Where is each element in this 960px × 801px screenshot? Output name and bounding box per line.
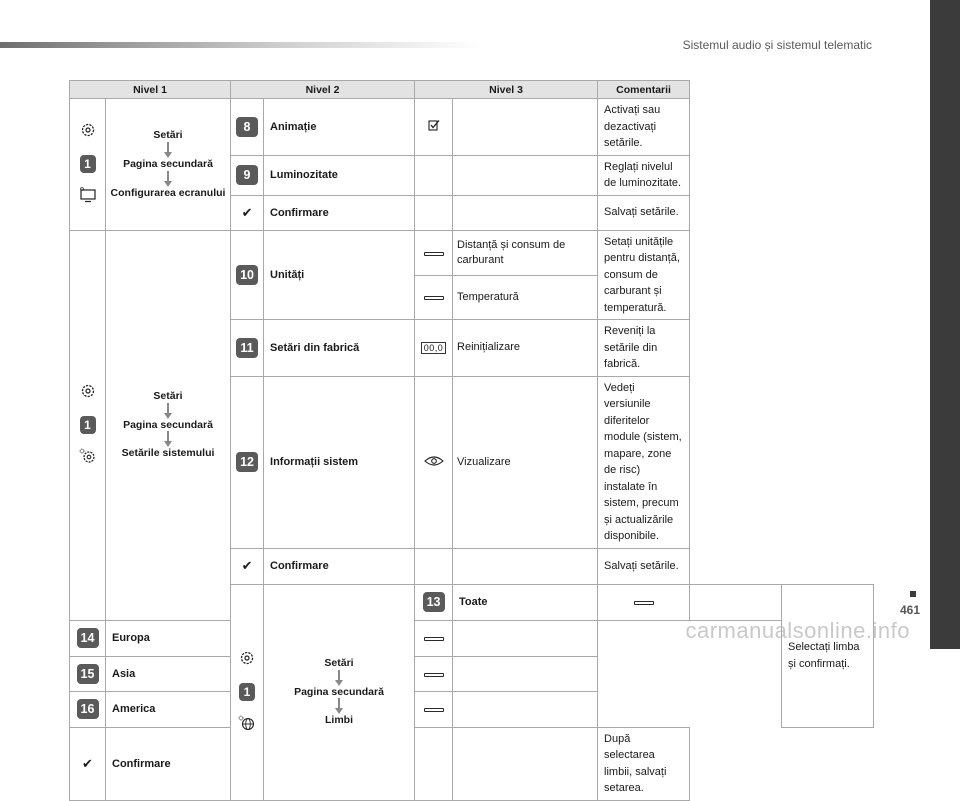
level3-label: Reinițializare: [453, 320, 598, 377]
arrow-down-icon: [334, 698, 344, 714]
comment-cell: Salvați setările.: [598, 195, 690, 230]
step-badge: 16: [77, 699, 99, 719]
page-marker: [910, 591, 916, 597]
level2-label: Unități: [264, 230, 415, 320]
step-badge: 11: [236, 338, 258, 358]
step-badge: 8: [236, 117, 258, 137]
step-number-cell: [231, 320, 264, 377]
step-number-cell: [231, 230, 264, 320]
level3-icon-cell: [415, 376, 453, 548]
selector-icon: [424, 296, 444, 300]
comment-cell: Activați sau dezactivați setările.: [598, 99, 690, 156]
step-badge: 10: [236, 265, 258, 285]
level1-icons: [231, 584, 264, 800]
level3-icon-cell: [415, 195, 453, 230]
step-badge: 15: [77, 664, 99, 684]
level2-label: Animație: [264, 99, 415, 156]
level1-path: [106, 99, 231, 231]
selector-icon: [634, 601, 654, 605]
level2-label: Confirmare: [264, 548, 415, 584]
path-step: Setările sistemului: [121, 447, 215, 460]
step-badge: 1: [80, 155, 96, 173]
level3-label: [453, 656, 598, 691]
level3-icon-cell: [415, 691, 453, 727]
level3-icon-cell: [415, 620, 453, 656]
level3-icon-cell: [415, 230, 453, 275]
selector-icon: [424, 708, 444, 712]
check-cell: [70, 727, 106, 800]
table-row: [70, 656, 874, 691]
step-badge: 12: [236, 452, 258, 472]
header-comentarii: Comentarii: [598, 81, 690, 99]
comment-cell: Vedeți versiunile diferitelor module (sistem, mapare, zone de risc) instalate în sistem, precum și actualizările disponibile.: [598, 376, 690, 548]
step-number-cell: [415, 584, 453, 620]
step-badge: 14: [77, 628, 99, 648]
settings-table: [69, 80, 874, 801]
level3-label: Temperatură: [453, 275, 598, 319]
step-badge: 1: [80, 416, 96, 434]
path-step: Setări: [153, 129, 183, 142]
level2-label: Asia: [106, 656, 231, 691]
step-badge: 1: [239, 683, 255, 701]
level3-label: [453, 620, 598, 656]
level2-label: Confirmare: [264, 195, 415, 230]
level3-label: Distanță și consum de carburant: [453, 230, 598, 275]
check-cell: [231, 548, 264, 584]
level3-label: [453, 727, 598, 800]
level2-label: Setări din fabrică: [264, 320, 415, 377]
comment-cell: Reglați nivelul de luminozitate.: [598, 155, 690, 195]
comment-cell: După selectarea limbii, salvați setarea.: [598, 727, 690, 800]
check-icon: ✔: [241, 558, 253, 573]
step-number-cell: [231, 155, 264, 195]
step-number-cell: [70, 620, 106, 656]
level1-icons: [70, 230, 106, 620]
selector-icon: [424, 637, 444, 641]
table-row: [70, 727, 874, 800]
level1-path: [264, 584, 415, 800]
path-step: Limbi: [325, 714, 354, 727]
language-icon: [238, 715, 256, 734]
level3-icon-cell: [415, 155, 453, 195]
selector-icon: [424, 673, 444, 677]
comment-cell: Selectați limba și confirmați.: [782, 584, 874, 727]
level2-label: Luminozitate: [264, 155, 415, 195]
screen-icon: [79, 187, 97, 206]
gear-icon: [80, 122, 96, 141]
reset-icon: 00,0: [421, 342, 447, 354]
path-step: Pagina secundară: [294, 685, 384, 698]
header-nivel-1: Nivel 1: [70, 81, 231, 99]
level2-label: Informații sistem: [264, 376, 415, 548]
level3-icon-cell: [415, 548, 453, 584]
table-header-row: [70, 81, 874, 99]
table-row: [70, 99, 874, 156]
level3-label: [453, 548, 598, 584]
check-icon: ✔: [82, 755, 93, 771]
step-number-cell: [231, 376, 264, 548]
level3-icon-cell: [415, 727, 453, 800]
system-settings-icon: [79, 448, 97, 467]
checkbox-icon: [428, 119, 440, 131]
path-step: Configurarea ecranului: [110, 186, 226, 199]
step-number-cell: [70, 691, 106, 727]
step-badge: 13: [423, 592, 445, 612]
gear-icon: [239, 650, 255, 669]
level3-icon-cell: [415, 320, 453, 377]
level3-label: [690, 584, 782, 620]
level3-label: [453, 195, 598, 230]
selector-icon: [424, 252, 444, 256]
table-row: [70, 230, 874, 275]
comment-cell: Reveniți la setările din fabrică.: [598, 320, 690, 377]
level3-label: [453, 155, 598, 195]
chapter-side-bar: [930, 0, 960, 649]
level3-icon-cell: [415, 275, 453, 319]
level3-label: [453, 99, 598, 156]
arrow-down-icon: [163, 171, 173, 187]
page-header-title: Sistemul audio și sistemul telematic: [682, 38, 872, 52]
comment-cell: Salvați setările.: [598, 548, 690, 584]
level2-label: Toate: [453, 584, 598, 620]
level3-icon-cell: [415, 99, 453, 156]
table-row: [70, 691, 874, 727]
eye-icon: [424, 455, 444, 467]
check-cell: [231, 195, 264, 230]
comment-cell: Setați unitățile pentru distanță, consum de carburant și temperatură.: [598, 230, 690, 320]
table-row: [70, 620, 874, 656]
step-number-cell: [70, 656, 106, 691]
level1-path: [106, 230, 231, 620]
arrow-down-icon: [334, 670, 344, 686]
header-nivel-3: Nivel 3: [415, 81, 598, 99]
path-step: Setări: [324, 657, 354, 670]
path-step: Pagina secundară: [123, 418, 213, 431]
check-icon: ✔: [241, 204, 253, 220]
level3-icon-cell: [598, 584, 690, 620]
level3-icon-cell: [415, 656, 453, 691]
level2-label: Europa: [106, 620, 231, 656]
level2-label: America: [106, 691, 231, 727]
path-step: Pagina secundară: [123, 157, 213, 170]
header-nivel-2: Nivel 2: [231, 81, 415, 99]
level2-label: Confirmare: [106, 727, 231, 800]
gear-icon: [80, 383, 96, 402]
path-step: Setări: [153, 390, 183, 403]
level1-icons: [70, 99, 106, 231]
header-decoration: [0, 42, 480, 48]
watermark: carmanualsonline.info: [685, 618, 910, 643]
level3-label: Vizualizare: [453, 376, 598, 548]
page-number: 461: [899, 603, 920, 617]
step-number-cell: [231, 99, 264, 156]
arrow-down-icon: [163, 142, 173, 158]
step-badge: 9: [236, 165, 258, 185]
level3-label: [453, 691, 598, 727]
arrow-down-icon: [163, 431, 173, 447]
arrow-down-icon: [163, 403, 173, 419]
